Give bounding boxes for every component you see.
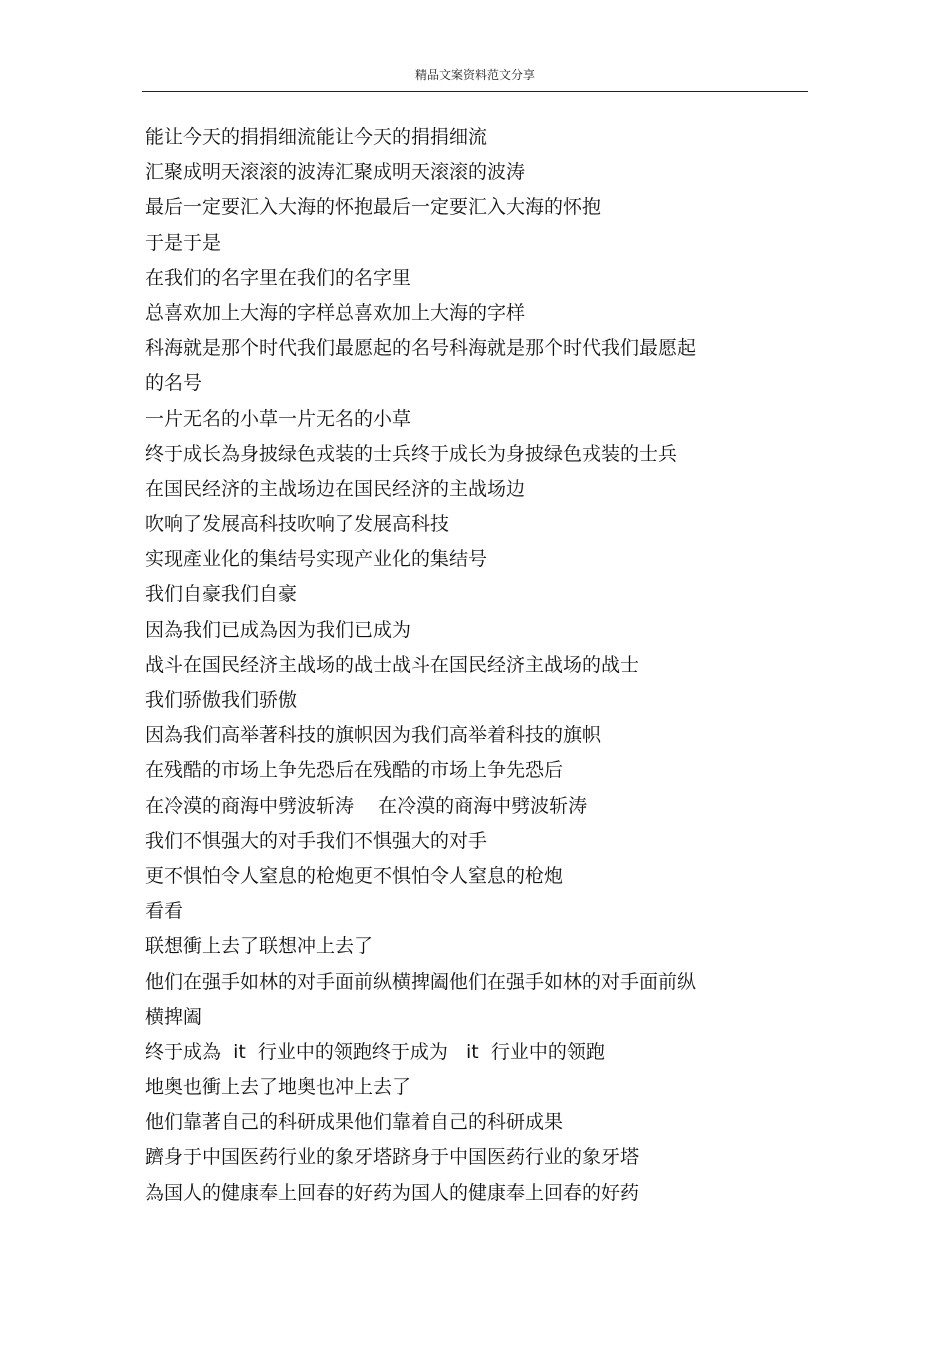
text-line: 我们骄傲我们骄傲: [145, 689, 298, 711]
header-rule: [142, 91, 808, 92]
text-line: 战斗在国民经济主战场的战士战斗在国民经济主战场的战士: [145, 653, 640, 676]
text-line: 横捭阖: [145, 1005, 203, 1028]
text-line: 科海就是那个时代我们最愿起的名号科海就是那个时代我们最愿起: [145, 337, 697, 360]
text-line: 在残酷的市场上争先恐后在残酷的市场上争先恐后: [145, 759, 564, 782]
text-line: 终于成长為身披绿色戎装的士兵终于成长为身披绿色戎装的士兵: [145, 442, 678, 465]
text-line: 地奥也衝上去了地奥也冲上去了: [145, 1076, 412, 1099]
text-line: 最后一定要汇入大海的怀抱最后一定要汇入大海的怀抱: [145, 196, 602, 219]
text-line: 在冷漠的商海中劈波斩涛 在冷漠的商海中劈波斩涛: [145, 794, 588, 817]
text-line: 更不惧怕令人窒息的枪炮更不惧怕令人窒息的枪炮: [145, 864, 564, 887]
text-line: 在我们的名字里在我们的名字里: [145, 266, 412, 289]
text-line: 一片无名的小草一片无名的小草: [145, 407, 412, 430]
text-line: 的名号: [145, 372, 203, 395]
text-line: 因為我们已成為因为我们已成为: [145, 618, 412, 641]
text-line: 我们自豪我们自豪: [145, 583, 298, 606]
text-line: 他们靠著自己的科研成果他们靠着自己的科研成果: [145, 1111, 564, 1134]
text-line: 于是于是: [145, 231, 222, 254]
text-line: 為国人的健康奉上回春的好药为国人的健康奉上回春的好药: [145, 1181, 640, 1204]
text-line: 实现產业化的集结号实现产业化的集结号: [145, 548, 488, 571]
text-line: 因為我们高举著科技的旗帜因为我们高举着科技的旗帜: [145, 724, 602, 747]
text-line: 吹响了发展高科技吹响了发展高科技: [145, 513, 450, 536]
text-line: 他们在强手如林的对手面前纵横捭阖他们在强手如林的对手面前纵: [145, 970, 697, 993]
text-line: 在国民经济的主战场边在国民经济的主战场边: [145, 477, 526, 500]
text-line: 联想衝上去了联想冲上去了: [145, 935, 374, 958]
text-line: 总喜欢加上大海的字样总喜欢加上大海的字样: [145, 301, 526, 324]
document-body: [145, 120, 765, 1211]
text-line: 躋身于中国医药行业的象牙塔跻身于中国医药行业的象牙塔: [145, 1146, 640, 1169]
text-line: 看看: [145, 900, 184, 923]
page-header: 精品文案资料范文分享: [414, 68, 535, 82]
text-line: 我们不惧强大的对手我们不惧强大的对手: [145, 829, 488, 852]
text-line: 能让今天的捐捐细流能让今天的捐捐细流: [145, 126, 488, 148]
text-line: 汇聚成明天滚滚的波涛汇聚成明天滚滚的波涛: [145, 161, 526, 184]
text-line: 终于成為 it 行业中的领跑终于成为 it 行业中的领跑: [145, 1040, 605, 1063]
